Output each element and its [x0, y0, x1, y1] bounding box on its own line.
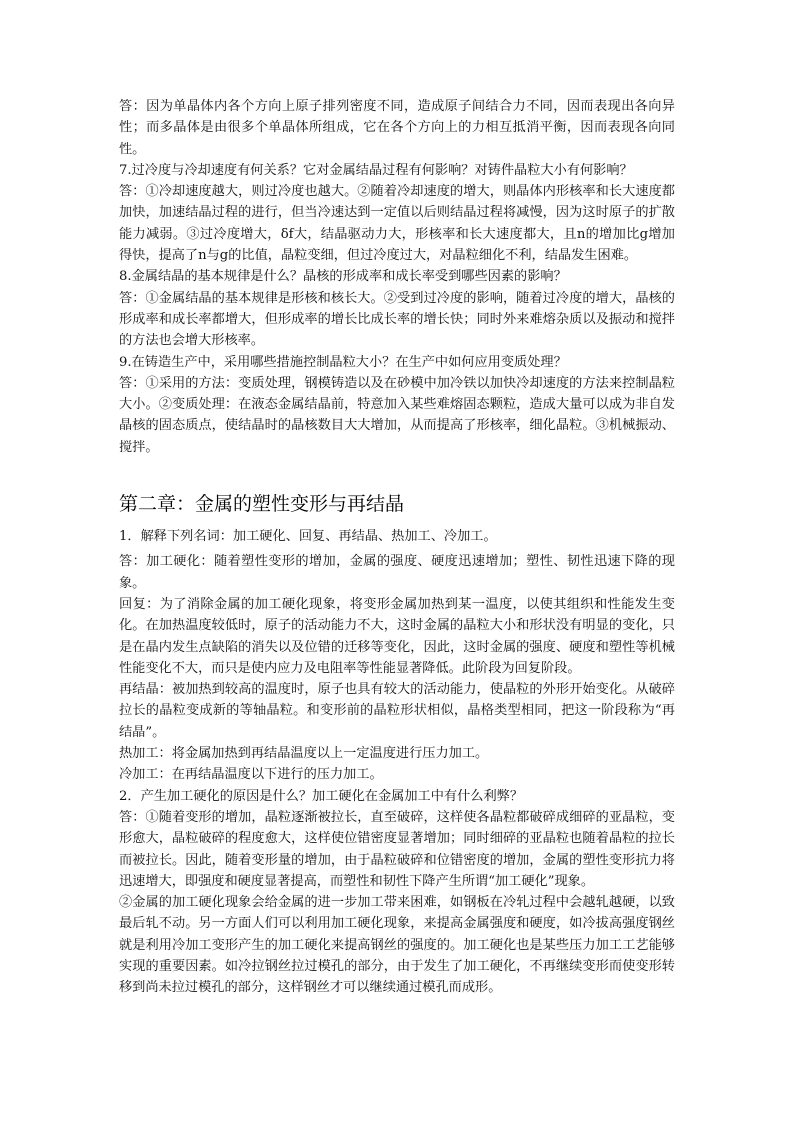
answer-2-part-2: ②金属的加工硬化现象会给金属的进一步加工带来困难，如钢板在冷轧过程中会越轧越硬，以致最后轧不动。另一方面人们可以利用加工硬化现象，来提高金属强度和硬度，如冷拔高强度钢丝就是利用冷加工变形产生的加工硬化来提高钢丝的强度的。加工硬化也是某些压力加工工艺能够实现的重要因素。如冷拉钢丝拉过模孔的部分，由于发生了加工硬化，不再继续变形而使变形转移到尚未拉过模孔的部分，这样钢丝才可以继续通过模孔而成形。 [119, 895, 675, 996]
answer-work-hardening: 答：加工硬化：随着塑性变形的增加，金属的强度、硬度迅速增加；塑性、韧性迅速下降的现象。 [119, 554, 675, 591]
answer-2-part-1: 答：①随着变形的增加，晶粒逐渐被拉长，直至破碎，这样使各晶粒都破碎成细碎的亚晶粒，变形愈大，晶粒破碎的程度愈大，这样使位错密度显著增加；同时细碎的亚晶粒也随着晶粒的拉长而被拉长。因此，随着变形量的增加，由于晶粒破碎和位错密度的增加，金属的塑性变形抗力将迅速增大，即强度和硬度显著提高，而塑性和韧性下降产生所谓“加工硬化”现象。 [119, 809, 675, 889]
answer-8: 答：①金属结晶的基本规律是形核和核长大。②受到过冷度的影响，随着过冷度的增大，晶核的形成率和成长率都增大，但形成率的增长比成长率的增长快；同时外来难熔杂质以及振动和搅拌的方法也会增大形核率。 [119, 290, 675, 349]
chapter-2-title: 第二章：金属的塑性变形与再结晶 [119, 493, 405, 516]
answer-cold-working: 冷加工：在再结晶温度以下进行的压力加工。 [119, 767, 383, 783]
question-8: 8.金属结晶的基本规律是什么？晶核的形成率和成长率受到哪些因素的影响？ [119, 269, 567, 285]
answer-9: 答：①采用的方法：变质处理，钢模铸造以及在砂模中加冷铁以加快冷却速度的方法来控制晶粒大小。②变质处理：在液态金属结晶前，特意加入某些难熔固态颗粒，造成大量可以成为非自发晶核的固态质点，使结晶时的晶核数目大大增加，从而提高了形核率，细化晶粒。③机械振动、搅拌。 [119, 375, 675, 455]
question-9: 9.在铸造生产中，采用哪些措施控制晶粒大小？在生产中如何应用变质处理？ [119, 354, 567, 370]
answer-7: 答：①冷却速度越大，则过冷度也越大。②随着冷却速度的增大，则晶体内形核率和长大速度都加快，加速结晶过程的进行，但当冷速达到一定值以后则结晶过程将减慢，因为这时原子的扩散能力减弱。③过冷度增大，δf大，结晶驱动力大，形核率和长大速度都大，且n的增加比g增加得快，提高了n与g的比值，晶粒变细，但过冷度过大，对晶粒细化不利，结晶发生困难。 [119, 184, 675, 264]
chapter-2-question-1: 1．解释下列名词：加工硬化、回复、再结晶、热加工、冷加工。 [119, 529, 497, 545]
answer-6-continued: 答：因为单晶体内各个方向上原子排列密度不同，造成原子间结合力不同，因而表现出各向异性；而多晶体是由很多个单晶体所组成，它在各个方向上的力相互抵消平衡，因而表现各向同性。 [119, 99, 675, 157]
chapter-2-question-2: 2．产生加工硬化的原因是什么？加工硬化在金属加工中有什么利弊？ [119, 788, 524, 804]
answer-recovery: 回复：为了消除金属的加工硬化现象，将变形金属加热到某一温度，以使其组织和性能发生变化。在加热温度较低时，原子的活动能力不大，这时金属的晶粒大小和形状没有明显的变化，只是在晶内发生点缺陷的消失以及位错的迁移等变化，因此，这时金属的强度、硬度和塑性等机械性能变化不大，而只是使内应力及电阻率等性能显著降低。此阶段为回复阶段。 [119, 596, 675, 676]
answer-hot-working: 热加工：将金属加热到再结晶温度以上一定温度进行压力加工。 [119, 746, 489, 762]
answer-recrystallization: 再结晶：被加热到较高的温度时，原子也具有较大的活动能力，使晶粒的外形开始变化。从破碎拉长的晶粒变成新的等轴晶粒。和变形前的晶粒形状相似，晶格类型相同，把这一阶段称为“再结晶”。 [119, 682, 675, 740]
question-7: 7.过冷度与冷却速度有何关系？它对金属结晶过程有何影响？对铸件晶粒大小有何影响？ [119, 162, 633, 178]
document-page [119, 96, 675, 999]
